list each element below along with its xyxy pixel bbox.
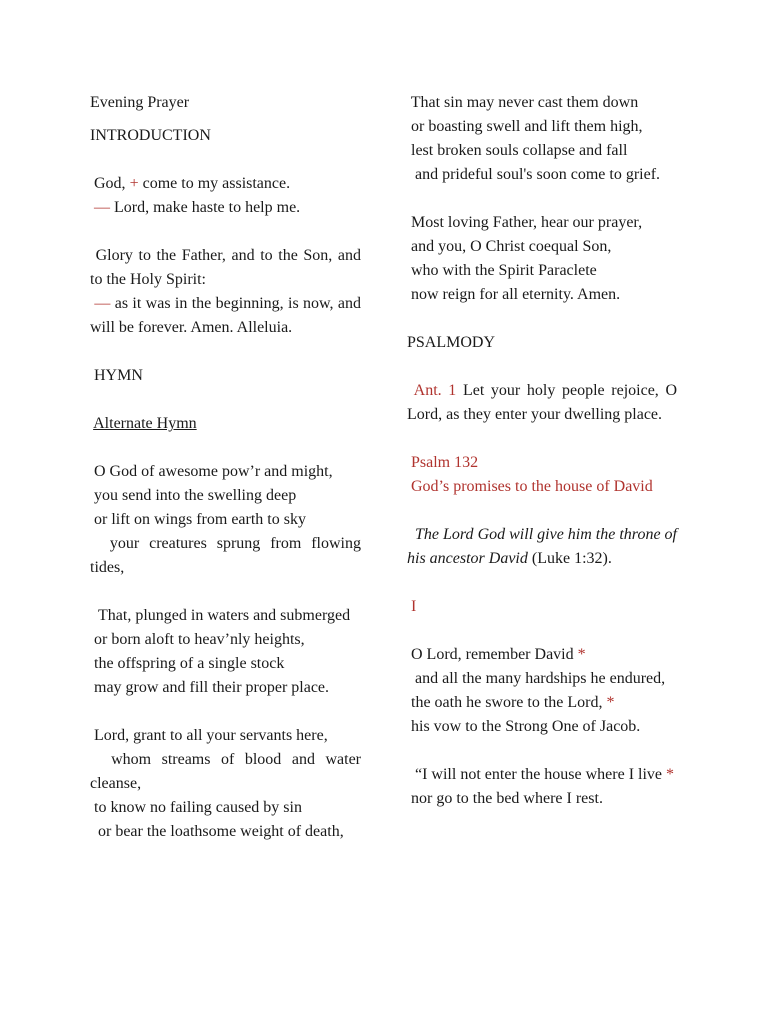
psalm-quote-reference: (Luke 1:32). [527,550,612,567]
hymn-line: That sin may never cast them down [407,94,639,111]
hymn-line: you send into the swelling deep [90,487,297,504]
psalm-line-text: “I will not enter the house where I live [407,766,667,783]
asterisk-mark: * [606,694,615,711]
psalm-line [407,763,677,787]
hymn-line: or lift on wings from earth to sky [90,511,306,528]
hymn-line: O God of awesome pow’r and might, [90,463,333,480]
versicle-line [90,172,361,196]
hymn-line: That, plunged in waters and submerged [90,607,351,624]
section-numeral: I [407,598,417,615]
asterisk-mark: * [577,646,586,663]
introduction-heading: INTRODUCTION [90,127,211,144]
glory-response-text: as it was in the beginning, is now, and will be forever. Amen. Alleluia. [90,295,366,336]
psalm-line: his vow to the Strong One of Jacob. [407,718,641,735]
right-column [407,91,682,811]
versicle-text-b: come to my assistance. [138,175,291,192]
hymn-line: may grow and fill their proper place. [90,679,330,696]
hymn-line: or born aloft to heav’nly heights, [90,631,305,648]
response-text: Lord, make haste to help me. [110,199,301,216]
psalm-subtitle: God’s promises to the house of David [407,478,653,495]
hymn-line: to know no failing caused by sin [90,799,302,816]
glory-dash: — [90,295,111,312]
hymn-line: Most loving Father, hear our prayer, [407,214,643,231]
asterisk-mark: * [666,766,675,783]
psalm-quote-text: The Lord God will give him the throne of his ancestor David [407,526,681,567]
psalm-line-text: O Lord, remember David [407,646,578,663]
left-column [90,91,366,844]
hymn-line: Lord, grant to all your servants here, [90,727,328,744]
glory-be-response [90,292,366,340]
page-title: Evening Prayer [90,94,190,111]
hymn-line: or boasting swell and lift them high, [407,118,643,135]
hymn-line: now reign for all eternity. Amen. [407,286,621,303]
alternate-hymn-link[interactable]: Alternate Hymn [93,415,197,432]
hymn-line: and you, O Christ coequal Son, [407,238,612,255]
psalm-number: Psalm 132 [407,454,479,471]
alternate-hymn-line [90,412,361,436]
psalm-quote [407,523,681,571]
hymn-line: who with the Spirit Paraclete [407,262,597,279]
glory-be-line: Glory to the Father, and to the Son, and to the Holy Spirit: [90,247,365,288]
hymn-line: whom streams of blood and water cleanse, [90,751,365,792]
psalm-line [407,691,677,715]
hymn-heading: HYMN [90,367,143,384]
antiphon-label: Ant. 1 [407,382,457,399]
hymn-line: or bear the loathsome weight of death, [90,823,344,840]
psalm-line: nor go to the bed where I rest. [407,790,603,807]
psalmody-heading: PSALMODY [407,334,496,351]
psalm-line: and all the many hardships he endured, [407,670,666,687]
response-line [90,196,361,220]
hymn-line: your creatures sprung from flowing tides, [90,535,366,576]
psalm-line-text: the oath he swore to the Lord, [407,694,607,711]
response-dash: — [90,199,110,216]
psalm-line [407,643,677,667]
hymn-line: the offspring of a single stock [90,655,285,672]
cross-icon: + [129,175,139,192]
hymn-line: and prideful soul's soon come to grief. [407,166,661,183]
antiphon [407,379,682,427]
hymn-line: lest broken souls collapse and fall [407,142,628,159]
antiphon-text: Let your holy people rejoice, O Lord, as they enter your dwelling place. [407,382,682,423]
versicle-text-a: God, [90,175,130,192]
